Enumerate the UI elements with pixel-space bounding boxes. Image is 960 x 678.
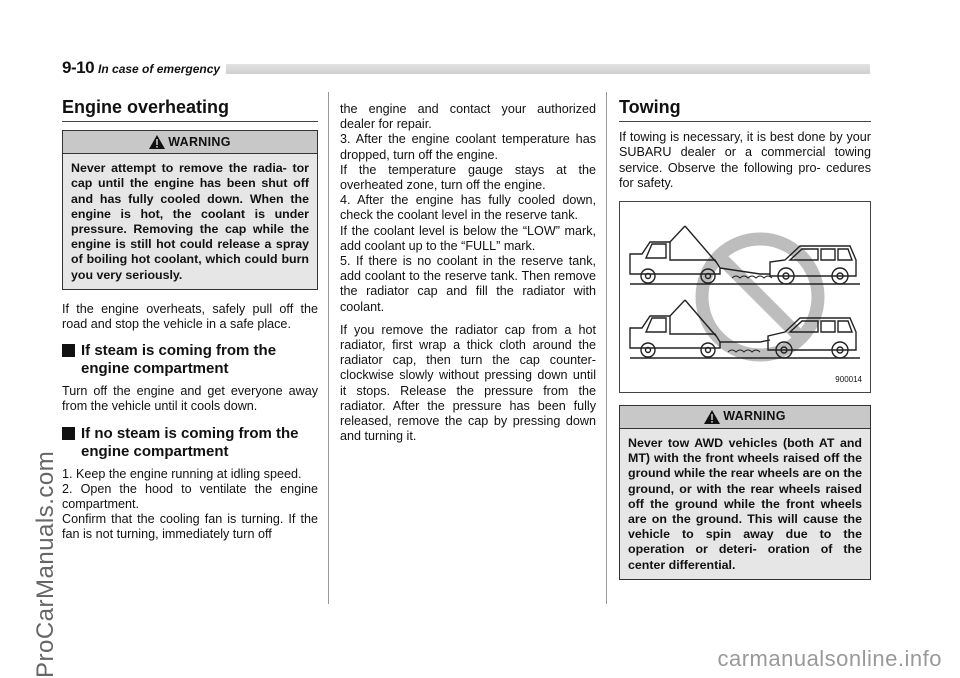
watermark-left: ProCarManuals.com [32, 450, 59, 678]
towing-figure [619, 201, 871, 393]
subsection-title: If no steam is coming from the engine compartment [62, 425, 318, 461]
continued-text: the engine and contact your authorized dealer for repair. [340, 102, 596, 132]
section-title: Engine overheating [62, 92, 318, 122]
subsection-title: If steam is coming from the engine compartment [62, 342, 318, 378]
warning-text: Never tow AWD vehicles (both AT and MT) with the front wheels raised off the ground while the rear wheels are on the ground, or with the rear wheels raised off the ground while the front wheels are on the ground. This will cause the vehicle to spin away due to the operation or deteri- oration of the center differential. [620, 429, 870, 579]
warning-triangle-icon [704, 410, 720, 424]
square-bullet-icon [62, 344, 75, 357]
square-bullet-icon [62, 427, 75, 440]
column-right [619, 92, 871, 592]
section-title: Towing [619, 92, 871, 122]
warning-triangle-icon [149, 135, 165, 149]
paragraph: If towing is necessary, it is best done by your SUBARU dealer or a commercial towing service. Observe the following pro- cedures for safety. [619, 130, 871, 190]
page-header [62, 58, 226, 78]
towing-illustration [620, 202, 870, 390]
no-entry-icon [702, 239, 818, 355]
watermark-bottom: carmanualsonline.info [717, 646, 942, 671]
step-5: 5. If there is no coolant in the reserve tank, add coolant to the reserve tank. Then remove the radiator cap and fill the radiator with coolant. [340, 254, 596, 314]
step-3-note: If the temperature gauge stays at the overheated zone, turn off the engine. [340, 162, 596, 193]
warning-text: Never attempt to remove the radia- tor cap until the engine has been shut off and has fully cooled down. When the engine is hot, the coolant is under pressure. Removing the cap while the engine is still hot could release a spray of boiling hot coolant, which could burn you very seriously. [63, 154, 317, 289]
warning-box [619, 405, 871, 580]
step-1: 1. Keep the engine running at idling speed. [62, 466, 302, 481]
chapter-title: In case of emergency [98, 62, 221, 76]
warning-header [620, 406, 870, 429]
warning-box [62, 130, 318, 290]
warning-header [63, 131, 317, 154]
paragraph: Turn off the engine and get everyone away from the vehicle until it cools down. [62, 384, 318, 414]
column-divider [328, 92, 329, 604]
column-middle [340, 102, 596, 452]
column-divider [606, 92, 607, 604]
page-number: 9-10 [62, 58, 95, 77]
figure-code: 900014 [835, 374, 862, 384]
step-4: 4. After the engine has fully cooled down, check the coolant level in the reserve tank. [340, 193, 596, 223]
step-4-note: If the coolant level is below the “LOW” mark, add coolant up to the “FULL” mark. [340, 223, 596, 253]
column-left [62, 92, 318, 543]
step-3: 3. After the engine coolant temperature has dropped, turn off the engine. [340, 132, 596, 162]
warning-label: WARNING [723, 409, 786, 424]
warning-label: WARNING [168, 134, 231, 149]
step-2: 2. Open the hood to ventilate the engine compartment. [62, 481, 318, 512]
paragraph: If you remove the radiator cap from a hot radiator, first wrap a thick cloth around the radiator cap, then turn the cap counter- clockwise slowly without pressing down until it stops. Release the pressure from the radiator. After the pressure has been fully released, remove the cap by pressing down and turning it. [340, 322, 596, 444]
step-2-note: Confirm that the cooling fan is turning. If the fan is not turning, immediately turn off [62, 512, 318, 542]
paragraph: If the engine overheats, safely pull off the road and stop the vehicle in a safe place. [62, 301, 318, 332]
